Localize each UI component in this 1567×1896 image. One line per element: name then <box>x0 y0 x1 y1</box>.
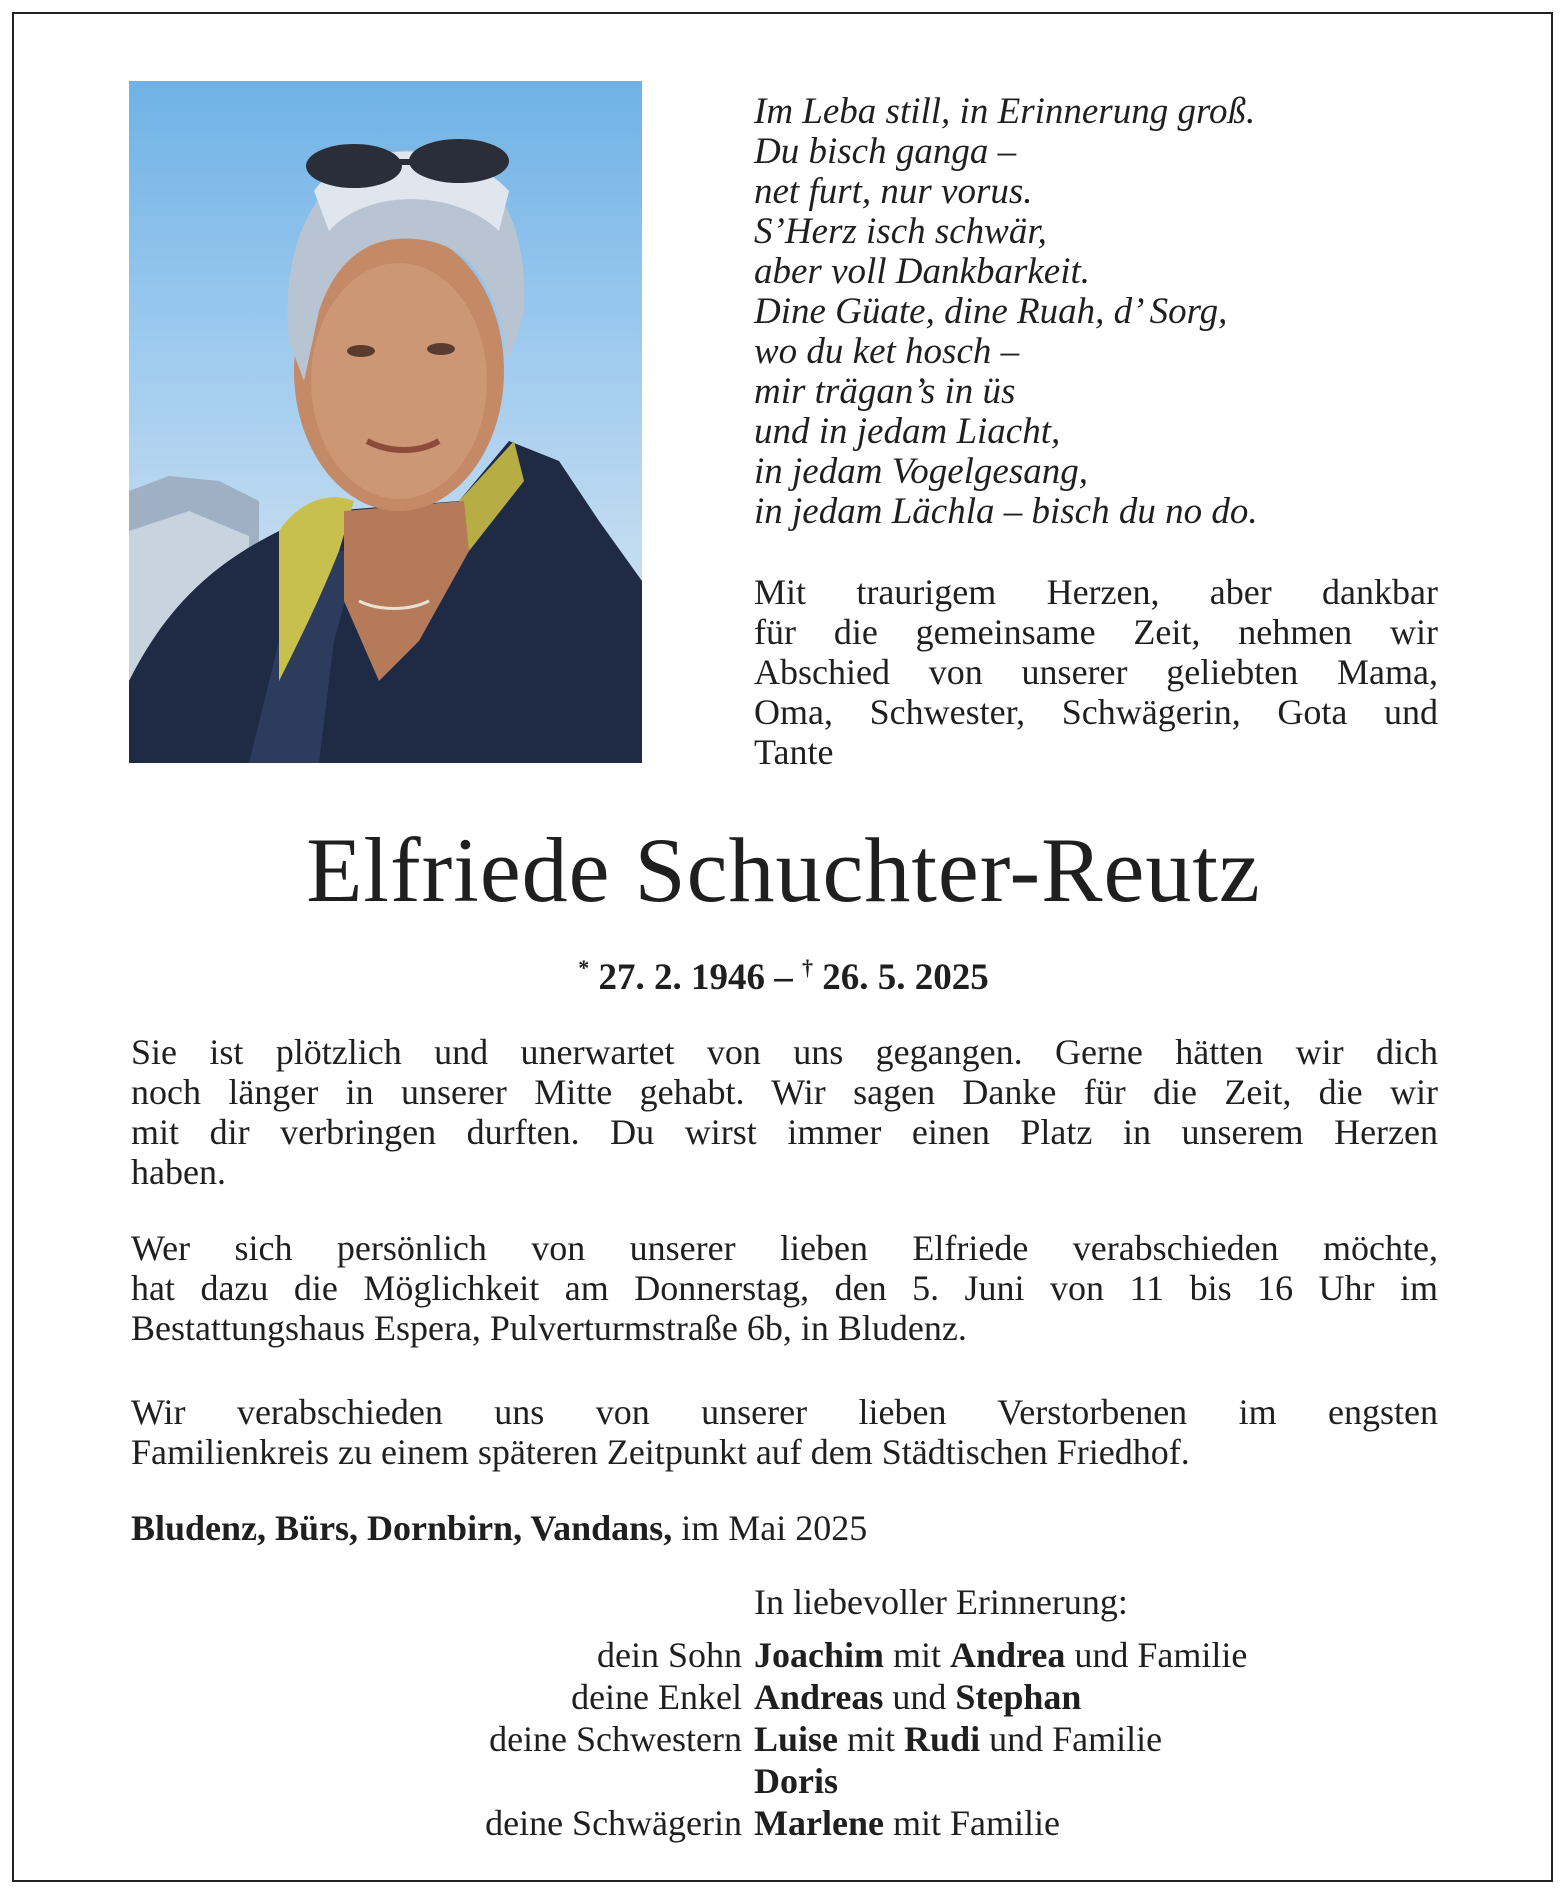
intro-line: Oma, Schwester, Schwägerin, Gota und <box>754 692 1438 732</box>
poem-line: net furt, nur vorus. <box>754 171 1033 212</box>
family-row <box>0 1676 1567 1718</box>
family-names <box>754 1802 1060 1844</box>
intro-line: Abschied von unserer geliebten Mama, <box>754 652 1438 692</box>
family-row <box>0 1760 1567 1802</box>
death-symbol: † <box>802 955 813 980</box>
poem-line: Du bisch ganga – <box>754 131 1017 172</box>
paragraph-burial <box>131 1392 1438 1472</box>
family-connector: und Familie <box>980 1719 1163 1759</box>
intro-line: Tante <box>754 732 834 772</box>
life-dates <box>0 948 1567 998</box>
family-row <box>0 1634 1567 1676</box>
paragraph-line: hat dazu die Möglichkeit am Donnerstag, den 5. Juni von 11 bis 16 Uhr im <box>131 1268 1438 1308</box>
paragraph-line: Wer sich persönlich von unserer lieben Elfriede verabschieden möchte, <box>131 1228 1438 1268</box>
places-date-line <box>131 1508 1431 1548</box>
poem-line: aber voll Dankbarkeit. <box>754 251 1090 292</box>
poem-line: Dine Güate, dine Ruah, d’ Sorg, <box>754 291 1228 332</box>
paragraph-line: Familienkreis zu einem späteren Zeitpunkt auf dem Städtischen Friedhof. <box>131 1432 1190 1472</box>
paragraph-line: Sie ist plötzlich und unerwartet von uns gegangen. Gerne hätten wir dich <box>131 1032 1438 1072</box>
family-member-name: Stephan <box>955 1677 1082 1717</box>
paragraph-line: noch länger in unserer Mitte gehabt. Wir sagen Danke für die Zeit, die wir <box>131 1072 1438 1112</box>
poem-line: und in jedam Liacht, <box>754 411 1061 452</box>
family-names <box>754 1760 838 1802</box>
family-connector: und Familie <box>1065 1635 1248 1675</box>
relation-label: dein Sohn <box>596 1635 742 1675</box>
family-names <box>754 1718 1162 1760</box>
family-names <box>754 1676 1081 1718</box>
date-separator: – <box>765 957 802 998</box>
poem-line: Im Leba still, in Erinnerung groß. <box>754 91 1256 132</box>
family-row <box>0 1802 1567 1844</box>
family-connector: und <box>883 1677 956 1717</box>
family-list <box>0 1634 1567 1844</box>
family-member-name: Andreas <box>754 1677 884 1717</box>
poem <box>754 92 1454 532</box>
family-member-name: Joachim <box>754 1635 884 1675</box>
death-date: 26. 5. 2025 <box>822 957 989 998</box>
paragraph-line: Bestattungshaus Espera, Pulverturmstraße 6b, in Bludenz. <box>131 1308 967 1348</box>
birth-date: 27. 2. 1946 <box>598 957 765 998</box>
paragraph-line: haben. <box>131 1152 226 1192</box>
family-names <box>754 1634 1247 1676</box>
family-member-name: Andrea <box>950 1635 1066 1675</box>
portrait-photo <box>129 81 642 763</box>
intro-line: Mit traurigem Herzen, aber dankbar <box>754 572 1438 612</box>
birth-symbol: * <box>578 955 590 980</box>
family-row <box>0 1718 1567 1760</box>
poem-line: wo du ket hosch – <box>754 331 1020 372</box>
deceased-name: Elfriede Schuchter-Reutz <box>306 819 1261 921</box>
family-member-name: Marlene <box>754 1803 884 1843</box>
poem-line: in jedam Vogelgesang, <box>754 451 1088 492</box>
relation-label: deine Schwägerin <box>485 1803 742 1843</box>
paragraph-viewing <box>131 1228 1438 1348</box>
month-year: im Mai 2025 <box>672 1508 868 1548</box>
poem-line: mir trägan’s in üs <box>754 371 1016 412</box>
poem-line: S’Herz isch schwär, <box>754 211 1047 252</box>
family-member-name: Luise <box>754 1719 839 1759</box>
family-connector: mit <box>838 1719 905 1759</box>
intro-text <box>754 572 1438 772</box>
paragraph-farewell <box>131 1032 1438 1192</box>
memory-line: In liebevoller Erinnerung: <box>754 1582 1128 1622</box>
intro-line: für die gemeinsame Zeit, nehmen wir <box>754 612 1438 652</box>
family-connector: mit Familie <box>883 1803 1060 1843</box>
relation-label: deine Enkel <box>571 1677 742 1717</box>
paragraph-line: mit dir verbringen durften. Du wirst immer einen Platz in unserem Herzen <box>131 1112 1438 1152</box>
poem-line: in jedam Lächla – bisch du no do. <box>754 491 1258 532</box>
family-connector: mit <box>884 1635 951 1675</box>
relation-label: deine Schwestern <box>489 1719 742 1759</box>
places: Bludenz, Bürs, Dornbirn, Vandans, <box>131 1508 673 1548</box>
paragraph-line: Wir verabschieden uns von unserer lieben Verstorbenen im engsten <box>131 1392 1438 1432</box>
family-member-name: Doris <box>754 1761 838 1801</box>
family-member-name: Rudi <box>904 1719 981 1759</box>
